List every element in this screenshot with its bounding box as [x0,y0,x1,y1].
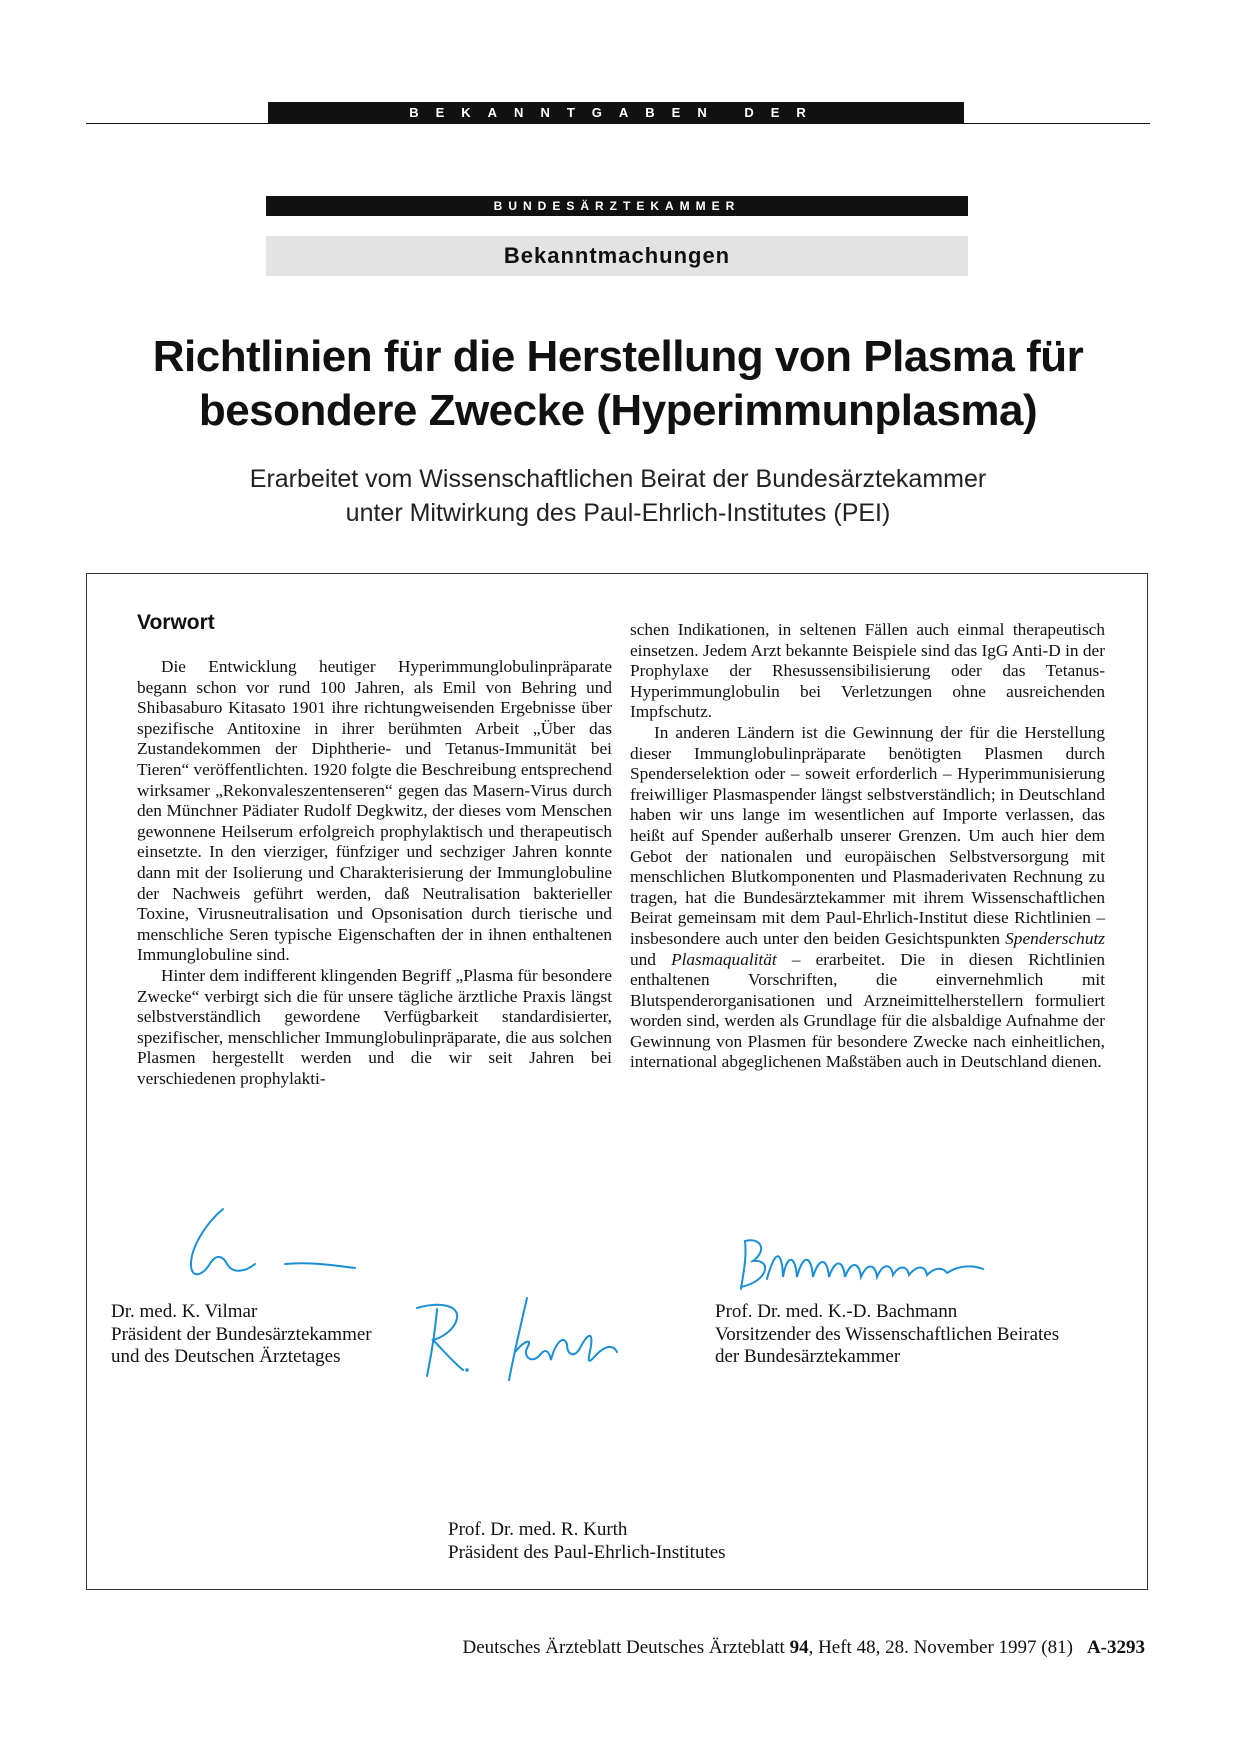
signatory-role: und des Deutschen Ärztetages [111,1346,341,1367]
preface-paragraph [630,723,1105,1073]
signatory-role: Vorsitzender des Wissenschaftlichen Beirates [715,1323,1060,1345]
signatory-role: Präsident der Bundesärztekammer [111,1323,372,1345]
preface-column-left [137,611,612,1089]
subsection-banner: Bekanntmachungen [266,236,968,276]
preface-paragraph: Die Entwicklung heutiger Hyperimmunglobulinpräparate begann schon vor rund 100 Jahren, als Emil von Behring und Shibasaburo Kitasato 1901 ihre richtungweisenden Ergebnisse über spezifische Antitoxine in ihrer berühmten Arbeit „Über das Zustandekommen der Diphtherie- und Tetanus-Immunität bei Tieren“ veröffentlichten. 1920 folgte die Beschreibung entsprechend wirksamer „Rekonvaleszentenseren“ gegen das Masern-Virus durch den Münchner Pädiater Rudolf Degkwitz, der dieses vom Menschen gewonnene Heilserum erfolgreich prophylaktisch und therapeutisch einsetzte. In den vierziger, fünfziger und sechziger Jahren konnte dann mit der Isolierung und Charakterisierung der Immunglobuline der Nachweis geführt werden, daß Neutralisation bakterieller Toxine, Virusneutralisation und Opsonisation durch tierische und menschliche Seren typische Eigenschaften der in ihnen enthaltenen Immunglobuline sind. [137,657,612,965]
preface-text: – erarbeitet. Die in diesen Richtlinien enthaltenen Vorschriften, die einvernehmlich mit Blutspenderorganisationen und Arzneimittelherstellern formuliert worden sind, werden als Grundlage für die alsbaldige Aufnahme der Gewinnung von Plasmen für besondere Zwecke nach einheitlichen, international abgeglichenen Maßstäben auch in Deutschland dienen. [630,949,1105,1072]
subtitle [86,462,1150,530]
preface-column-right [630,620,1105,1073]
footer-journal: Deutsches Ärzteblatt Deutsches Ärzteblatt [462,1637,790,1658]
preface-heading: Vorwort [137,611,215,634]
org-banner: BUNDESÄRZTEKAMMER [266,196,968,216]
signature-vilmar-image [135,1204,365,1284]
preface-paragraph: Hinter dem indifferent klingenden Begriff „Plasma für besondere Zwecke“ verbirgt sich die für unsere tägliche ärztliche Praxis längst selbstverständlich gewordene Verfügbarkeit standardisierter, spezifischer, menschlicher Immunglobulinpräparate, die aus solchen Plasmen hergestellt werden und die wir seit Jahren bei verschiedenen prophylakti- [137,965,612,1088]
preface-paragraph: schen Indikationen, in seltenen Fällen auch einmal therapeutisch einsetzen. Jedem Arzt bekannte Beispiele sind das IgG Anti-D in der Prophylaxe der Rhesussensibilisierung oder das Tetanus-Hyperimmunglobulin bei Verletzungen ohne ausreichenden Impfschutz. [630,620,1105,722]
signatory-name: Dr. med. K. Vilmar [111,1301,258,1322]
footer-page-number: A-3293 [1086,1637,1145,1658]
page-footer [462,1637,1145,1659]
signatory-role: der Bundesärztekammer [715,1346,901,1367]
preface-emphasis: Spenderschutz [1005,928,1105,948]
preface-emphasis: Plasmaqualität [671,949,777,969]
footer-volume: 94 [789,1637,809,1658]
preface-text: und [630,949,672,969]
preface-text: In anderen Ländern ist die Gewinnung der für die Herstellung dieser Immunglobulinpräparate benötigten Plasmen durch Spenderselektion oder – soweit erforderlich – Hyperimmunisierung freiwilliger Plasmaspender längst selbstverständlich; in Deutschland haben wir uns lange im wesentlichen auf Importe verlassen, das heißt auf Spender außerhalb unserer Grenzen. Um auch hier dem Gebot der nationalen und europäischen Selbstversorgung mit menschlichen Blutkomponenten und Plasmaderivaten Rechnung zu tragen, hat die Bundesärztekammer mit ihrem Wissenschaftlichen Beirat gemeinsam mit dem Paul-Ehrlich-Institut diese Richtlinien – insbesondere auch unter den beiden Gesichtspunkten [630,722,1105,948]
signature-bachmann-image [727,1229,1027,1299]
signatory-name: Prof. Dr. med. R. Kurth [448,1519,628,1540]
preface-box [86,573,1148,1590]
page-title [86,330,1150,438]
signatory-name: Prof. Dr. med. K.-D. Bachmann [715,1301,958,1322]
header-rule [86,123,1150,124]
signatory-kurth [448,1519,726,1564]
subtitle-line-2: unter Mitwirkung des Paul-Ehrlich-Institutes (PEI) [345,499,891,527]
title-line-1: Richtlinien für die Herstellung von Plasma für [152,332,1084,381]
title-line-2: besondere Zwecke (Hyperimmunplasma) [198,386,1038,435]
signatory-vilmar [111,1301,372,1369]
section-banner: BEKANNTGABEN DER HERAUSGEBER [268,102,964,123]
signatory-bachmann [715,1301,1059,1369]
signature-kurth-image [407,1294,627,1384]
footer-issue: , Heft 48, 28. November 1997 (81) [808,1637,1073,1658]
signatory-role: Präsident des Paul-Ehrlich-Institutes [448,1541,726,1563]
subtitle-line-1: Erarbeitet vom Wissenschaftlichen Beirat der Bundesärztekammer [249,465,987,493]
